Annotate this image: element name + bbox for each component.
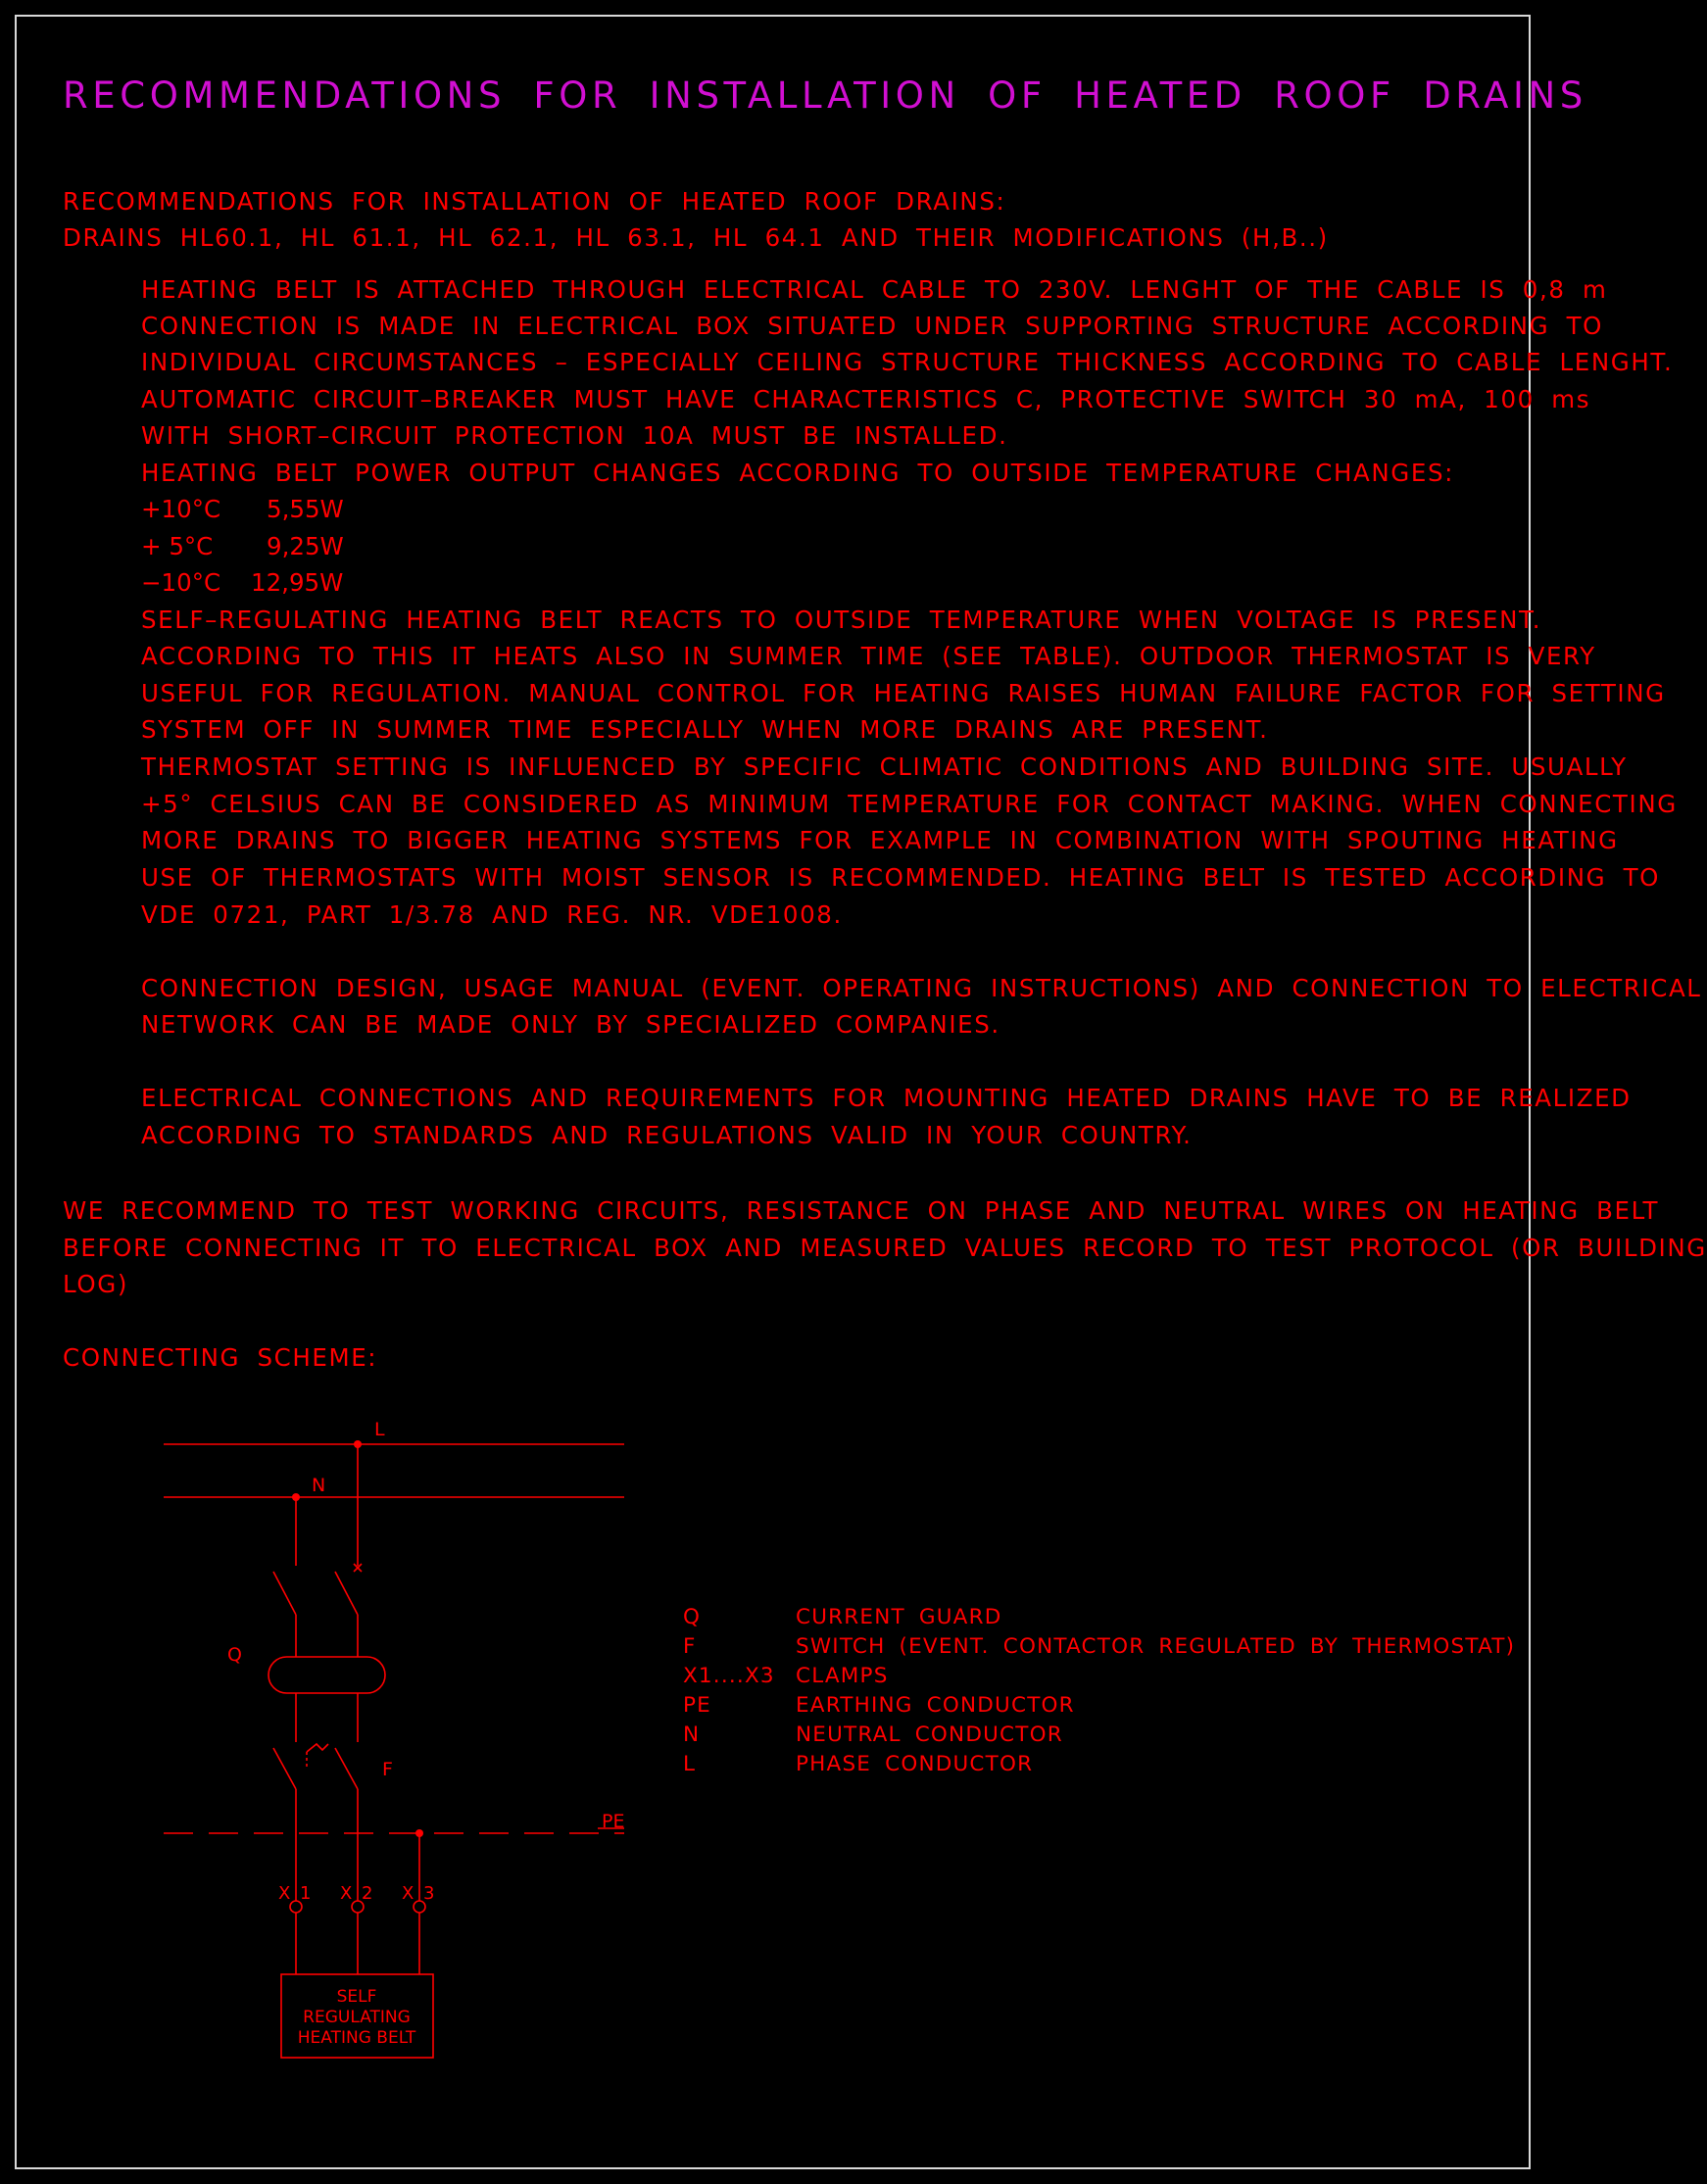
paragraph-line: WE RECOMMEND TO TEST WORKING CIRCUITS, RESISTANCE ON PHASE AND NEUTRAL WIRES ON HEATING BELT bbox=[63, 1196, 1660, 1225]
label-clamp-x3: X 3 bbox=[402, 1883, 437, 1904]
paragraph-line: HEATING BELT POWER OUTPUT CHANGES ACCORDING TO OUTSIDE TEMPERATURE CHANGES: bbox=[141, 459, 1454, 487]
legend-desc: EARTHING CONDUCTOR bbox=[796, 1693, 1075, 1718]
paragraph-line: AUTOMATIC CIRCUIT–BREAKER MUST HAVE CHARACTERISTICS C, PROTECTIVE SWITCH 30 mA, 100 ms bbox=[141, 385, 1591, 413]
earthing-junction-dot bbox=[415, 1829, 423, 1837]
temp-row-temp: −10°C bbox=[141, 568, 221, 597]
paragraph-line: CONNECTION IS MADE IN ELECTRICAL BOX SITUATED UNDER SUPPORTING STRUCTURE ACCORDING TO bbox=[141, 312, 1604, 340]
paragraph-line: VDE 0721, PART 1/3.78 AND REG. NR. VDE1008. bbox=[141, 900, 843, 929]
paragraph-line: THERMOSTAT SETTING IS INFLUENCED BY SPECIFIC CLIMATIC CONDITIONS AND BUILDING SITE. USUALLY bbox=[141, 752, 1628, 781]
neutral-junction-dot bbox=[292, 1493, 300, 1501]
paragraph-line: SYSTEM OFF IN SUMMER TIME ESPECIALLY WHEN MORE DRAINS ARE PRESENT. bbox=[141, 715, 1269, 744]
legend-desc: CLAMPS bbox=[796, 1664, 889, 1688]
scheme-heading: CONNECTING SCHEME: bbox=[63, 1343, 378, 1372]
paragraph-line: NETWORK CAN BE MADE ONLY BY SPECIALIZED COMPANIES. bbox=[141, 1010, 1000, 1039]
paragraph-line: ACCORDING TO THIS IT HEATS ALSO IN SUMMER TIME (SEE TABLE). OUTDOOR THERMOSTAT IS VERY bbox=[141, 642, 1596, 670]
label-clamp-x1: X 1 bbox=[278, 1883, 314, 1904]
belt-label-line: REGULATING bbox=[303, 2008, 411, 2027]
legend-code: N bbox=[683, 1723, 701, 1747]
phase-junction-dot bbox=[354, 1440, 362, 1448]
paragraph-line: MORE DRAINS TO BIGGER HEATING SYSTEMS FOR EXAMPLE IN COMBINATION WITH SPOUTING HEATING bbox=[141, 826, 1619, 854]
label-l: L bbox=[374, 1419, 385, 1440]
label-q: Q bbox=[227, 1644, 242, 1666]
paragraph-line: INDIVIDUAL CIRCUMSTANCES – ESPECIALLY CEILING STRUCTURE THICKNESS ACCORDING TO CABLE LENGHT. bbox=[141, 348, 1674, 376]
legend-code: F bbox=[683, 1634, 697, 1659]
page-title: RECOMMENDATIONS FOR INSTALLATION OF HEATED ROOF DRAINS bbox=[63, 74, 1587, 117]
paragraph-line: +5° CELSIUS CAN BE CONSIDERED AS MINIMUM TEMPERATURE FOR CONTACT MAKING. WHEN CONNECTING bbox=[141, 790, 1678, 818]
switch-blade bbox=[335, 1572, 358, 1615]
legend-desc: NEUTRAL CONDUCTOR bbox=[796, 1723, 1063, 1747]
label-n: N bbox=[312, 1475, 326, 1496]
intro-line: DRAINS HL60.1, HL 61.1, HL 62.1, HL 63.1, HL 64.1 AND THEIR MODIFICATIONS (H,B..) bbox=[63, 223, 1329, 252]
paragraph-line: ELECTRICAL CONNECTIONS AND REQUIREMENTS FOR MOUNTING HEATED DRAINS HAVE TO BE REALIZED bbox=[141, 1084, 1632, 1112]
switch-blade bbox=[273, 1572, 296, 1615]
temp-row-power: 9,25W bbox=[267, 532, 344, 560]
paragraph-line: ACCORDING TO STANDARDS AND REGULATIONS VALID IN YOUR COUNTRY. bbox=[141, 1121, 1193, 1149]
switch-f-actuator bbox=[307, 1744, 328, 1752]
temp-row-temp: +10°C bbox=[141, 495, 221, 523]
paragraph-line: LOG) bbox=[63, 1270, 129, 1298]
current-guard-symbol bbox=[268, 1657, 385, 1693]
belt-label-line: HEATING BELT bbox=[297, 2028, 416, 2048]
paragraph-line: SELF–REGULATING HEATING BELT REACTS TO OUTSIDE TEMPERATURE WHEN VOLTAGE IS PRESENT. bbox=[141, 606, 1542, 634]
legend-code: X1....X3 bbox=[683, 1664, 775, 1688]
belt-label-line: SELF bbox=[336, 1987, 377, 2007]
paragraph-line: CONNECTION DESIGN, USAGE MANUAL (EVENT. OPERATING INSTRUCTIONS) AND CONNECTION TO ELECTRICAL bbox=[141, 974, 1702, 1002]
paragraph-line: WITH SHORT–CIRCUIT PROTECTION 10A MUST BE INSTALLED. bbox=[141, 421, 1008, 450]
legend-code: L bbox=[683, 1752, 697, 1776]
legend-code: PE bbox=[683, 1693, 711, 1718]
paragraph-line: BEFORE CONNECTING IT TO ELECTRICAL BOX AND MEASURED VALUES RECORD TO TEST PROTOCOL (OR BUILDING bbox=[63, 1234, 1707, 1262]
label-pe: PE bbox=[602, 1811, 625, 1832]
switch-f-blade bbox=[273, 1748, 296, 1789]
label-clamp-x2: X 2 bbox=[340, 1883, 375, 1904]
temp-row-power: 12,95W bbox=[251, 568, 344, 597]
legend-desc: SWITCH (EVENT. CONTACTOR REGULATED BY THERMOSTAT) bbox=[796, 1634, 1516, 1659]
temp-row-power: 5,55W bbox=[267, 495, 344, 523]
paragraph-line: USEFUL FOR REGULATION. MANUAL CONTROL FOR HEATING RAISES HUMAN FAILURE FACTOR FOR SETTING bbox=[141, 679, 1666, 707]
intro-line: RECOMMENDATIONS FOR INSTALLATION OF HEATED ROOF DRAINS: bbox=[63, 187, 1006, 216]
switch-f-blade bbox=[335, 1748, 358, 1789]
legend-desc: PHASE CONDUCTOR bbox=[796, 1752, 1034, 1776]
temp-row-temp: + 5°C bbox=[141, 532, 214, 560]
paragraph-line: HEATING BELT IS ATTACHED THROUGH ELECTRICAL CABLE TO 230V. LENGHT OF THE CABLE IS 0,8 m bbox=[141, 275, 1608, 304]
legend-desc: CURRENT GUARD bbox=[796, 1605, 1002, 1629]
label-f: F bbox=[382, 1759, 393, 1780]
paragraph-line: USE OF THERMOSTATS WITH MOIST SENSOR IS RECOMMENDED. HEATING BELT IS TESTED ACCORDING TO bbox=[141, 863, 1661, 892]
legend-code: Q bbox=[683, 1605, 702, 1629]
